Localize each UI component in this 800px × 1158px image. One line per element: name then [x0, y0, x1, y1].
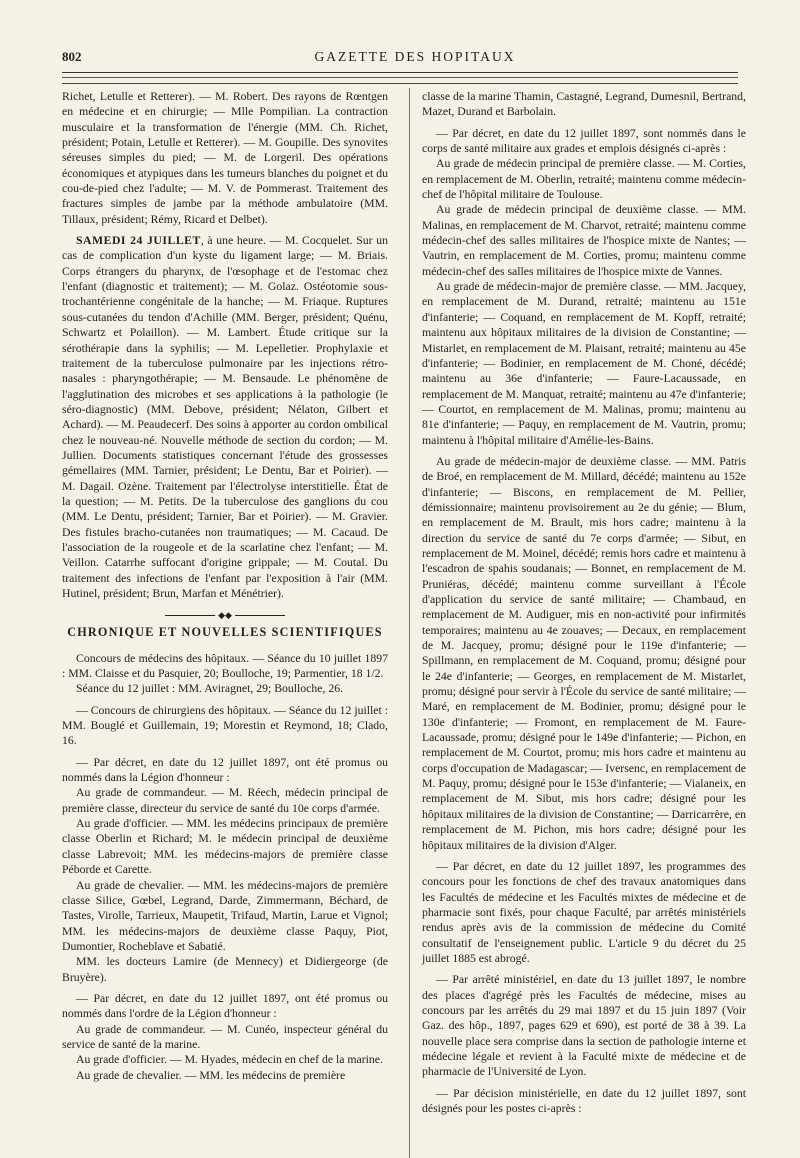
paragraph-text: , à une heure. — M. Cocquelet. Sur un cas de complication d'un kyste du ligament large; — M. Briais. Corps étrangers du pharynx, de l'œsophage et de l'estomac chez l'enfant (diagnostic et traitement); — M. Golaz. Ostéotomie sous-trochantérienne congénitale de la hanche; — M. Friaque. Ruptures sous-cutanées du tendon d'Achille (MM. Berger, président; Quénu, Schwartz et Polaillon). — M. Lambert. Étude critique sur la sérothérapie dans la syphilis; — M. Lepelletier. Prophylaxie et traitement de la tuberculose pulmonaire par les injections rétro-nasales : pharyngothérapie; — M. Bensaude. Le phénomène de l'agglutination des microbes et ses applications à la pathologie (le séro-diagnostic) (MM. Debove, président; Nélaton, Gilbert et Achard). — M. Peaudecerf. Des soins à apporter au cordon ombilical chez le nouveau-né. Nouvelle méthode de section du cordon; — M. Jullien. Documents statistiques concernant l'étude des grossesses gémellaires (MM. Tarnier, président; Le Dentu, Bar et Poirier). — M. Dagail. Ozène. Traitement par l'électrolyse interstitielle. État de la question; — M. Petits. De la tuberculose des ganglions du cou (MM. Le Dentu, président; Tarnier, Bar et Poirier). — M. Gravier. Des fistules bracho-cutanées non traumatiques; — M. Cacaud. De l'association de la rougeole et de la scarlatine chez l'enfant; — M. Veillon. Catarrhe suffocant d'origine grippale; — M. Coutal. Du traitement des infections de l'enfant par l'exposition à l'air (MM. Hutinel, président; Brun, Marfan et Ménétrier).	[62, 234, 388, 600]
paragraph: Au grade de médecin-major de première classe. — MM. Jacquey, en remplacement de M. Durand, retraité; maintenu au 151e d'infanterie; — Coquand, en remplacement de M. Kopff, retraité; maintenu aux hôpitaux militaires de la division de Constantine; — Mistarlet, en remplacement de M. Plaisant, retraité; maintenu au 45e d'infanterie; — Bodinier, en remplacement de M. Choné, décédé; maintenu au 36e d'infanterie; — Faure-Lacaussade, en remplacement de M. Manquat, retraité; maintenu au 47e d'infanterie; — Courtot, en remplacement de M. Malinas, promu; maintenu au 81e d'infanterie; — Paquy, en remplacement de M. Vautrin, promu; maintenu à l'hôpital militaire d'Amélie-les-Bains.	[422, 280, 746, 447]
paragraph: MM. les docteurs Lamire (de Mennecy) et Didiergeorge (de Bruyère).	[62, 955, 388, 984]
section-title: CHRONIQUE ET NOUVELLES SCIENTIFIQUES	[67, 625, 383, 640]
page-number: 802	[62, 49, 82, 64]
paragraph: Concours de médecins des hôpitaux. — Séance du 10 juillet 1897 : MM. Claisse et du Pasquier, 20; Boulloche, 19; Parmentier, 18 1/2.	[62, 651, 388, 681]
paragraph	[62, 233, 388, 601]
section-separator	[165, 611, 285, 619]
paragraph: — Par arrêté ministériel, en date du 13 juillet 1897, le nombre des places d'agrégé près les Facultés de médecine, mises au concours par les arrêtés du 29 mai 1897 et du 15 juin 1897 (Voir Gaz. des hôp., 1897, pages 629 et 690), est porté de 38 à 39. La nouvelle place sera comprise dans la section de pathologie interne et médecine légale et revient à la Faculté mixte de médecine et de pharmacie de l'Université de Lyon.	[422, 973, 746, 1079]
paragraph: Au grade de médecin-major de deuxième classe. — MM. Patris de Broé, en remplacement de M. Millard, décédé; maintenu au 152e d'infanterie; — Biscons, en remplacement de M. Pellier, démissionnaire; maintenu provisoirement au 2e du génie; — Blum, en remplacement de M. Brault, mis hors cadre; maintenu à la direction du service de santé du 7e corps d'armée; — Sibut, en remplacement de M. Moinel, décédé; remis hors cadre et maintenu à l'escadron de spahis soudanais; — Bonnet, en remplacement de M. Pruniéras, décédé; maintenu comme surveillant à l'École d'application du service de santé militaire; — Chambaud, en remplacement de M. Audiguer, mis en non-activité pour infirmités temporaires; maintenu au 4e zouaves; — Decaux, en remplacement de M. Jacquey, promu; désigné pour le 119e d'infanterie; — Spillmann, en remplacement de M. Coquand, promu; désigné pour le 24e d'infanterie; — Georges, en remplacement de M. Mistarlet, promu; désigné pour servir à l'École du service de santé militaire; — Maré, en remplacement de M. Bodinier, promu; désigné pour le 130e d'infanterie; — Fromont, en remplacement de M. Faure-Lacaussade, promu; désigné pour le 149e d'infanterie; — Pichon, en remplacement de M. Courtot, promu; mis hors cadre et maintenu au corps d'occupation de Madagascar; — Iversenc, en remplacement de M. Paquy, promu; désigné pour le 153e d'infanterie; — Vialaneix, en remplacement de M. Sibut, mis hors cadre; désigné pour les hôpitaux militaires de la division de Constantine; — Darricarrère, en remplacement de M. Pichon, mis hors cadre; désigné pour les hôpitaux militaires de la division d'Alger.	[422, 454, 746, 852]
paragraph: Au grade de chevalier. — MM. les médecins-majors de première classe Silice, Gœbel, Legrand, Darde, Zimmermann, Béchard, de Tastes, Virolle, Tarrieux, Maupetit, Trifaud, Martin, Larue et Vignol; MM. les médecins-majors de deuxième classe Paquy, Piot, Dumontier, Rocheblave et Sabatié.	[62, 878, 388, 953]
paragraph: Au grade de médecin principal de deuxième classe. — MM. Malinas, en remplacement de M. Charvot, retraité; maintenu comme médecin-chef des salles militaires de l'hospice mixte de Nantes; — Vautrin, en remplacement de M. Corties, promu; maintenu comme médecin-chef des salles militaires de l'hospice mixte de Vannes.	[422, 203, 746, 278]
paragraph: — Par décret, en date du 12 juillet 1897, les programmes des concours pour les fonctions de chef des travaux anatomiques dans les Facultés de médecine et les Facultés mixtes de médecine et de pharmacie sont fixés, pour chaque Faculté, par arrêtés ministériels rendus après avis de la commission de médecine du Comité consultatif de l'enseignement public. L'article 9 du décret du 25 juillet 1885 est abrogé.	[422, 859, 746, 965]
column-divider	[409, 88, 410, 1158]
left-column	[62, 89, 388, 1083]
ornament-icon: ◆◆	[215, 611, 235, 619]
paragraph: Au grade de médecin principal de première classe. — M. Corties, en remplacement de M. Oberlin, retraité; maintenu comme médecin-chef de l'hôpital militaire de Toulouse.	[422, 157, 746, 202]
paragraph: Au grade d'officier. — M. Hyades, médecin en chef de la marine.	[76, 1053, 383, 1067]
header-rule	[62, 72, 738, 78]
header-rule-thin	[62, 83, 738, 84]
paragraph: Richet, Letulle et Retterer). — M. Robert. Des rayons de Rœntgen en médecine et en chirurgie; — Mlle Pompilian. La contraction musculaire et la transformation de l'énergie (MM. Ch. Richet, président; Potain, Letulle et Retterer). — M. Goupille. Des synovites séreuses simples du pied; — M. de Lorgeril. Des opérations économiques et atypiques dans les tumeurs blanches du poignet et du cou-de-pied chez l'adulte; — M. V. de Pommerast. Traitement des fractures simples de jambe par la méthode ambulatoire (MM. Tillaux, président; Rémy, Ricard et Delbet).	[62, 90, 388, 226]
paragraph: Au grade de commandeur. — M. Réech, médecin principal de première classe, directeur du service de santé du 10e corps d'armée.	[62, 786, 388, 815]
paragraph: — Par décision ministérielle, en date du 12 juillet 1897, sont désignés pour les postes ci-après :	[422, 1086, 746, 1115]
paragraph: — Par décret, en date du 12 juillet 1897, ont été promus ou nommés dans la Légion d'honneur :	[62, 755, 388, 785]
paragraph: — Par décret, en date du 12 juillet 1897, sont nommés dans le corps de santé militaire aux grades et emplois désignés ci-après :	[422, 126, 746, 156]
date-heading: SAMEDI 24 JUILLET	[76, 234, 201, 248]
paragraph: — Par décret, en date du 12 juillet 1897, ont été promus ou nommés dans l'ordre de la Légion d'honneur :	[62, 991, 388, 1021]
paragraph: Au grade d'officier. — MM. les médecins principaux de première classe Oberlin et Richard; M. le médecin principal de deuxième classe Labrevoit; MM. les médecins-majors de première classe Péborde et Carette.	[62, 817, 388, 877]
running-title: GAZETTE DES HOPITAUX	[314, 49, 516, 64]
paragraph: Au grade de commandeur. — M. Cunéo, inspecteur général du service de santé de la marine.	[62, 1022, 388, 1051]
paragraph: Au grade de chevalier. — MM. les médecins de première	[76, 1068, 346, 1082]
paragraph: — Concours de chirurgiens des hôpitaux. — Séance du 12 juillet : MM. Bouglé et Guillemain, 19; Morestin et Reymond, 18; Clado, 16.	[62, 703, 388, 748]
paragraph: Séance du 12 juillet : MM. Aviragnet, 29; Boulloche, 26.	[76, 682, 344, 696]
paragraph: classe de la marine Thamin, Castagné, Legrand, Dumesnil, Bertrand, Mazet, Durand et Barbolain.	[422, 90, 746, 119]
right-column	[422, 89, 746, 1116]
page-header	[62, 49, 738, 69]
